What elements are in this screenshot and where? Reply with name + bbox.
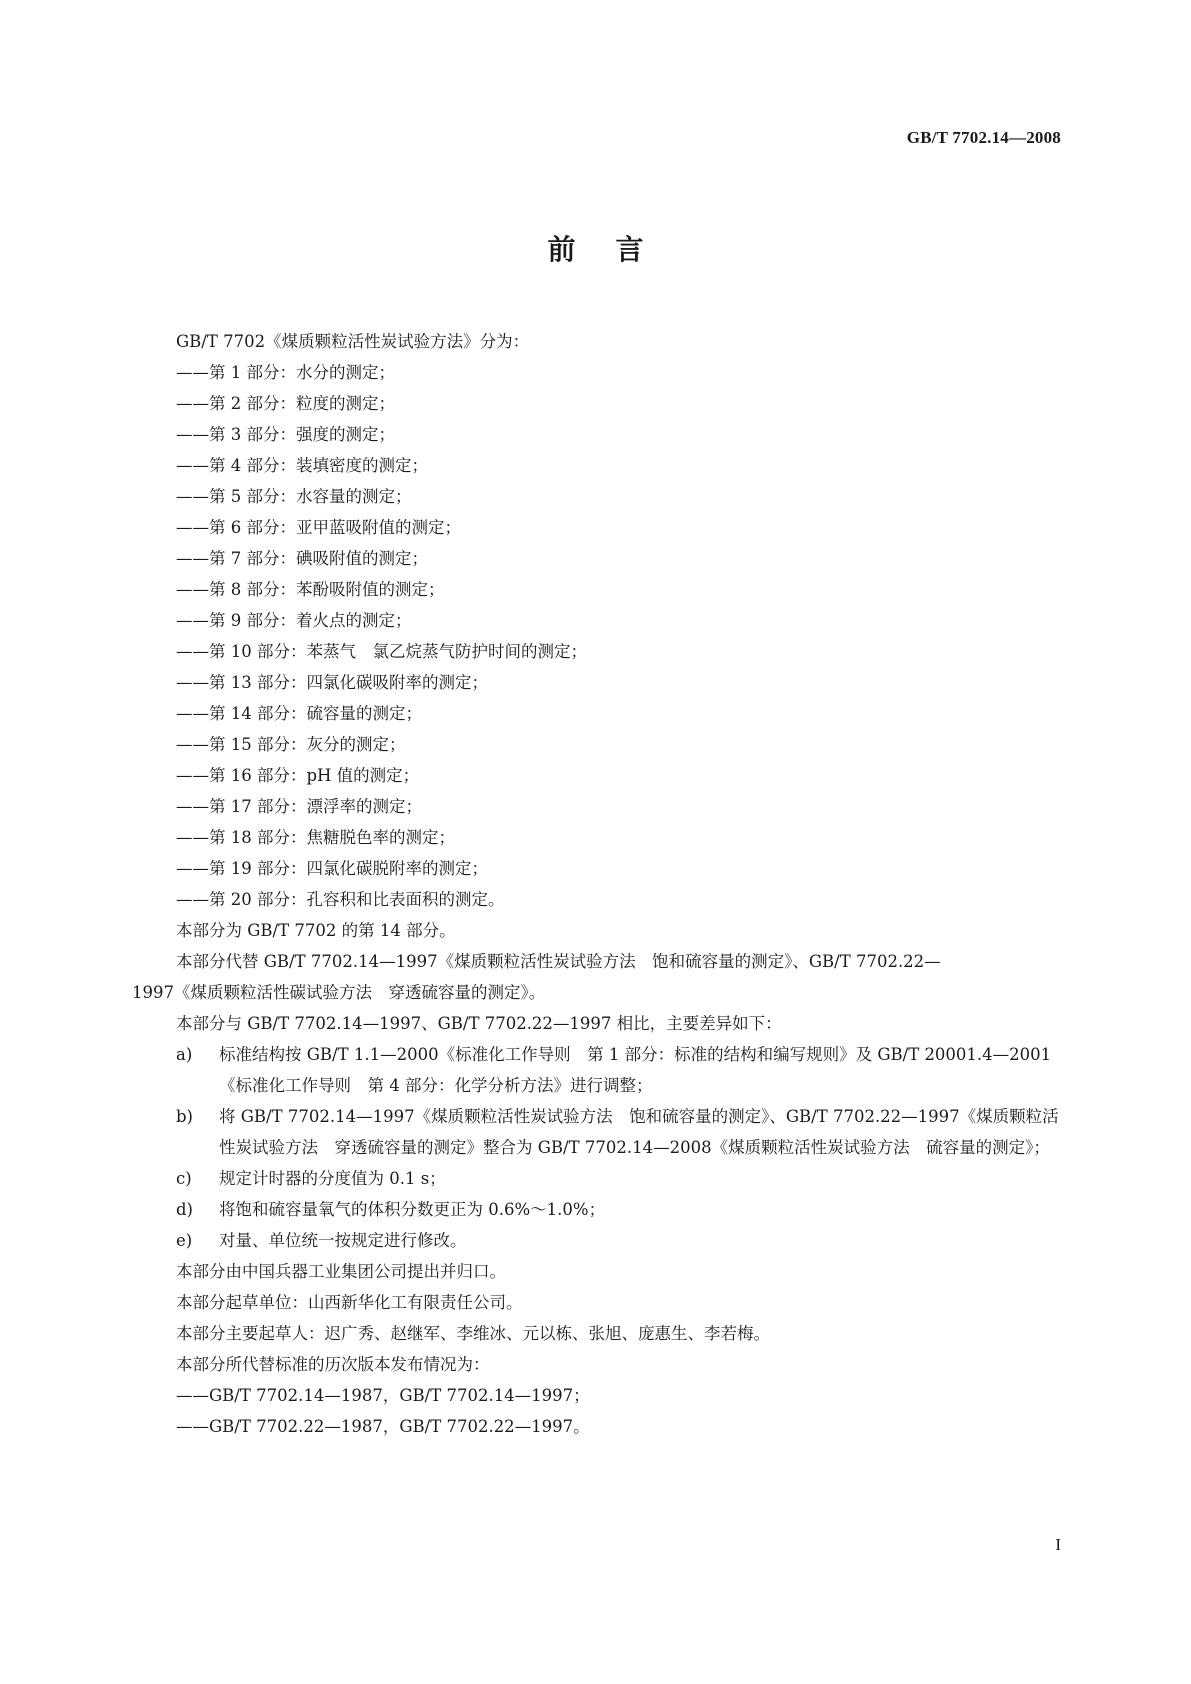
part-item-8: ——第 8 部分：苯酚吸附值的测定；: [176, 580, 445, 599]
list-letter: d): [176, 1200, 193, 1219]
part-item-9: ——第 9 部分：着火点的测定；: [176, 611, 412, 630]
document-body: [132, 326, 1062, 1442]
differences-intro: 本部分与 GB/T 7702.14—1997、GB/T 7702.22—1997 相比，主要差异如下：: [176, 1014, 782, 1033]
part-item-2: ——第 2 部分：粒度的测定；: [176, 394, 395, 413]
page-number: I: [1055, 1535, 1061, 1554]
list-letter: c): [176, 1169, 192, 1188]
proposed-by: 本部分由中国兵器工业集团公司提出并归口。: [176, 1262, 506, 1281]
history-item-2: ——GB/T 7702.22—1987，GB/T 7702.22—1997。: [176, 1417, 590, 1436]
list-text: 将饱和硫容量氧气的体积分数更正为 0.6%～1.0%；: [219, 1200, 606, 1219]
standard-code-header: GB/T 7702.14—2008: [906, 128, 1061, 147]
part-item-16: ——第 16 部分：pH 值的测定；: [176, 766, 420, 785]
difference-item-d: [132, 1194, 1062, 1225]
list-text: 对量、单位统一按规定进行修改。: [219, 1231, 467, 1250]
intro-paragraph: GB/T 7702《煤质颗粒活性炭试验方法》分为：: [176, 332, 530, 351]
list-text: 标准结构按 GB/T 1.1—2000《标准化工作导则 第 1 部分：标准的结构和编写规则》及 GB/T 20001.4—2001《标准化工作导则 第 4 部分：化学分析方法》进行调整；: [219, 1045, 1052, 1095]
part-item-19: ——第 19 部分：四氯化碳脱附率的测定；: [176, 859, 488, 878]
replaces-line-1: 本部分代替 GB/T 7702.14—1997《煤质颗粒活性炭试验方法 饱和硫容量的测定》、GB/T 7702.22—: [176, 952, 941, 971]
difference-item-c: [132, 1163, 1062, 1194]
difference-item-b: [132, 1101, 1062, 1163]
difference-item-a: [132, 1039, 1062, 1101]
part-item-4: ——第 4 部分：装填密度的测定；: [176, 456, 428, 475]
part-item-1: ——第 1 部分：水分的测定；: [176, 363, 395, 382]
replaces-line-2: 1997《煤质颗粒活性碳试验方法 穿透硫容量的测定》。: [132, 983, 546, 1002]
part-item-20: ——第 20 部分：孔容积和比表面积的测定。: [176, 890, 505, 909]
part-item-18: ——第 18 部分：焦糖脱色率的测定；: [176, 828, 455, 847]
part-item-13: ——第 13 部分：四氯化碳吸附率的测定；: [176, 673, 488, 692]
list-letter: a): [176, 1045, 193, 1064]
part-item-15: ——第 15 部分：灰分的测定；: [176, 735, 406, 754]
history-intro: 本部分所代替标准的历次版本发布情况为：: [176, 1355, 490, 1374]
drafters: 本部分主要起草人：迟广秀、赵继军、李维冰、元以栋、张旭、庞惠生、李若梅。: [176, 1324, 770, 1343]
drafting-unit: 本部分起草单位：山西新华化工有限责任公司。: [176, 1293, 523, 1312]
list-text: 规定计时器的分度值为 0.1 s；: [219, 1169, 446, 1188]
list-text: 将 GB/T 7702.14—1997《煤质颗粒活性炭试验方法 饱和硫容量的测定》、GB/T 7702.22—1997《煤质颗粒活性炭试验方法 穿透硫容量的测定》整合为 GB/T 7702.14—2008《煤质颗粒活性炭试验方法 硫容量的测定》；: [219, 1107, 1059, 1157]
history-item-1: ——GB/T 7702.14—1987，GB/T 7702.14—1997；: [176, 1386, 590, 1405]
part-item-14: ——第 14 部分：硫容量的测定；: [176, 704, 422, 723]
list-letter: e): [176, 1231, 193, 1250]
difference-item-e: [132, 1225, 1062, 1256]
part-item-6: ——第 6 部分：亚甲蓝吸附值的测定；: [176, 518, 461, 537]
part-item-10: ——第 10 部分：苯蒸气 氯乙烷蒸气防护时间的测定；: [176, 642, 587, 661]
part-item-5: ——第 5 部分：水容量的测定；: [176, 487, 412, 506]
page-title: 前言: [547, 233, 684, 266]
list-letter: b): [176, 1107, 193, 1126]
part-item-3: ——第 3 部分：强度的测定；: [176, 425, 395, 444]
statement-part: 本部分为 GB/T 7702 的第 14 部分。: [176, 921, 456, 940]
part-item-7: ——第 7 部分：碘吸附值的测定；: [176, 549, 428, 568]
part-item-17: ——第 17 部分：漂浮率的测定；: [176, 797, 422, 816]
